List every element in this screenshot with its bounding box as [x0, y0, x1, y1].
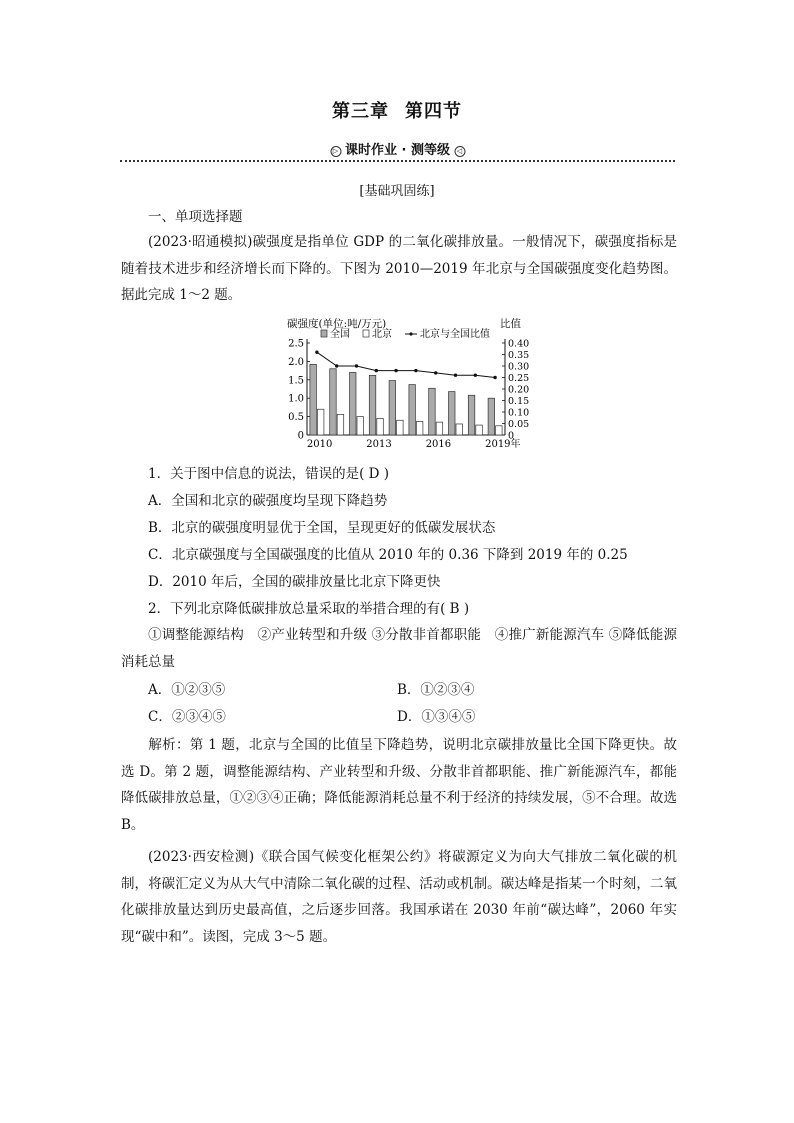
x-tick-label: 2010 — [306, 439, 333, 450]
bar-national — [429, 388, 436, 435]
q1-option-c: C．北京碳强度与全国碳强度的比值从 2010 年的 0.36 下降到 2019 年的 0.25 — [148, 547, 628, 563]
chapter-title: 第三章 — [332, 101, 389, 122]
y-tick-label: 0.5 — [288, 412, 304, 424]
q2-items-text: ①调整能源结构 ②产业转型和升级 ③分散非首都职能 ④推广新能源汽车 ⑤降低能源消耗总量 — [121, 627, 677, 670]
legend-marker-ratio — [409, 332, 412, 335]
ratio-point — [454, 374, 457, 377]
question-type-heading: 一、单项选择题 — [148, 209, 243, 225]
ratio-point — [434, 371, 437, 374]
intro-2-text: (2023·西安检测)《联合国气候变化框架公约》将碳源定义为向大气排放二氧化碳的机制，将碳汇定义为从大气中清除二氧化碳的过程、活动或机制。碳达峰是指某一个时刻，二氧化碳排放量达到历史最高值，之后逐步回落。我国承诺在 2030 年前“碳达峰”，2060 年实现“碳中和”。读图，完成 3～5 题。 — [121, 849, 677, 945]
y2-tick-label: 0.25 — [508, 373, 530, 384]
x-tick-label: 2013 — [366, 439, 392, 450]
bar-national — [369, 375, 376, 435]
bar-national — [488, 398, 495, 435]
bar-national — [350, 372, 357, 435]
ratio-point — [375, 369, 378, 372]
bar-national — [330, 369, 337, 435]
bar-national — [449, 392, 456, 435]
section-title: 第四节 — [405, 101, 462, 122]
bar-beijing — [317, 409, 324, 435]
bar-beijing — [496, 426, 503, 435]
y-tick-label: 1.5 — [288, 375, 304, 387]
q2-items — [121, 622, 677, 675]
bar-national — [409, 385, 416, 435]
intro-1-text: (2023·昭通模拟)碳强度是指单位 GDP 的二氧化碳排放量。一般情况下，碳强度指标是随着技术进步和经济增长而下降的。下图为 2010—2019 年北京与全国碳强度变化趋势图。据此完成 1～2 题。 — [121, 234, 677, 303]
x-tick-label: 2016 — [425, 439, 452, 450]
y2-tick-label: 0.20 — [508, 384, 530, 396]
ratio-point — [315, 351, 318, 354]
banner-text: 课时作业 · 测等级 — [345, 143, 450, 158]
legend-swatch-national — [321, 330, 327, 337]
chart-y2label: 比值 — [500, 318, 521, 330]
y2-tick-label: 0.15 — [508, 396, 530, 407]
chart-legend — [321, 327, 490, 340]
intro-paragraph-2 — [121, 844, 677, 950]
carbon-intensity-chart — [283, 313, 533, 458]
legend-label-national: 全国 — [330, 329, 350, 340]
ratio-line — [317, 352, 495, 377]
y-tick-label: 2.5 — [288, 338, 304, 350]
intro-paragraph-1 — [121, 229, 677, 309]
ratio-point — [335, 364, 338, 367]
bar-beijing — [357, 417, 364, 435]
q2-option-d: D．①③④⑤ — [397, 709, 476, 725]
y2-tick-label: 0.10 — [508, 407, 530, 419]
ratio-point — [394, 369, 397, 372]
bar-national — [310, 364, 317, 435]
q2-stem: 2．下列北京降低碳排放总量采取的举措合理的有( B ) — [148, 601, 470, 617]
homework-banner — [120, 140, 675, 160]
bar-beijing — [456, 424, 463, 435]
analysis-text: 解析：第 1 题，北京与全国的比值呈下降趋势，说明北京碳排放量比全国下降更快。故选 D。第 2 题，调整能源结构、产业转型和升级、分散非首都职能、推广新能源汽车，都能降低碳排放总量，①②③④正确；降低能源消耗总量不利于经济的持续发展，⑤不合理。故选 B。 — [121, 737, 677, 833]
bar-beijing — [476, 425, 483, 435]
bar-beijing — [416, 421, 423, 435]
bar-national — [389, 381, 396, 435]
left-arrow-icon: ◁ — [454, 146, 465, 157]
q1-option-a: A．全国和北京的碳强度均呈现下降趋势 — [148, 493, 388, 509]
y2-tick-label: 0 — [508, 430, 515, 442]
chart-ylabel: 碳强度(单位:吨/万元) — [287, 318, 387, 330]
legend-label-ratio: 北京与全国比值 — [420, 329, 490, 340]
bar-beijing — [397, 420, 404, 435]
ratio-point — [493, 376, 496, 379]
dotted-divider — [120, 160, 675, 162]
bar-beijing — [377, 418, 384, 435]
y2-tick-label: 0.35 — [508, 350, 530, 361]
q2-option-b: B．①②③④ — [397, 682, 475, 698]
banner-label — [320, 139, 475, 158]
bar-beijing — [436, 422, 443, 435]
x-tick-label: 2019年 — [485, 439, 521, 450]
y-tick-label: 0 — [297, 430, 304, 442]
bar-beijing — [337, 414, 344, 435]
q1-stem: 1．关于图中信息的说法，错误的是( D ) — [148, 466, 390, 482]
ratio-point — [474, 374, 477, 377]
ratio-point — [355, 364, 358, 367]
legend-label-beijing: 北京 — [372, 329, 392, 340]
q2-option-c: C．②③④⑤ — [148, 709, 226, 725]
legend-swatch-beijing — [363, 330, 369, 337]
q2-option-a: A．①②③⑤ — [148, 682, 226, 698]
bar-national — [468, 395, 475, 435]
part-heading: [基础巩固练] — [359, 184, 435, 199]
right-arrow-icon: ▷ — [330, 146, 341, 157]
q1-option-b: B．北京的碳强度明显优于全国，呈现更好的低碳发展状态 — [148, 520, 496, 536]
y-tick-label: 2.0 — [288, 356, 304, 368]
ratio-point — [414, 369, 417, 372]
y2-tick-label: 0.05 — [508, 419, 530, 430]
page-title — [0, 97, 794, 123]
y-tick-label: 1.0 — [288, 393, 304, 405]
analysis-paragraph — [121, 732, 677, 838]
q1-option-d: D．2010 年后，全国的碳排放量比北京下降更快 — [148, 574, 441, 590]
y2-tick-label: 0.30 — [508, 361, 530, 373]
y2-tick-label: 0.40 — [508, 338, 530, 350]
